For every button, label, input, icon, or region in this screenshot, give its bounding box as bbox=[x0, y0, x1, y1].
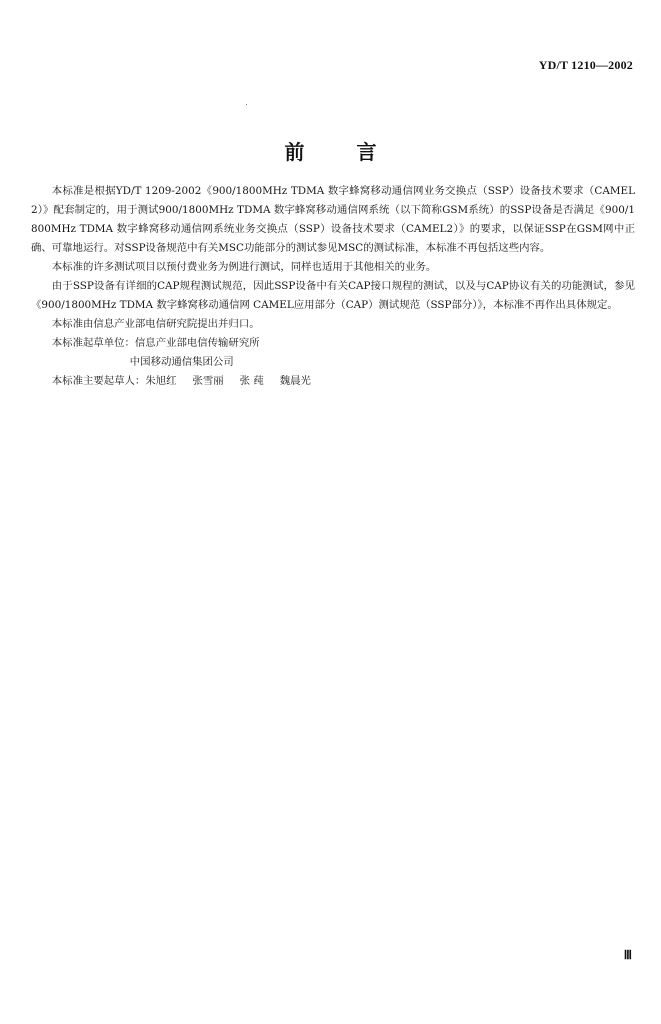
paragraph-2: 本标准的许多测试项目以预付费业务为例进行测试，同样也适用于其他相关的业务。 bbox=[51, 261, 437, 273]
paragraph-4: 本标准由信息产业部电信研究院提出并归口。 bbox=[51, 318, 260, 330]
drafting-units bbox=[31, 334, 635, 372]
title-char-1: 前 bbox=[284, 140, 305, 164]
drafter-name-2: 张雪丽 bbox=[192, 375, 224, 387]
paragraph-3: 由于SSP设备有详细的CAP规程测试规范，因此SSP设备中有关CAP接口规程的测试，以及与CAP协议有关的功能测试，参见《900/1800MHz TDMA 数字蜂窝移动通信网 CAMEL应用部分（CAP）测试规范（SSP部分）》，本标准不再作出具体规定。 bbox=[31, 280, 635, 311]
title-char-2: 言 bbox=[356, 140, 377, 164]
foreword-body bbox=[31, 182, 635, 391]
page-number: Ⅲ bbox=[623, 948, 631, 962]
page-title bbox=[0, 136, 661, 165]
paragraph-1: 本标准是根据YD/T 1209-2002《900/1800MHz TDMA 数字蜂窝移动通信网业务交换点（SSP）设备技术要求（CAMEL2）》配套制定的，用于测试900/1800MHz TDMA 数字蜂窝移动通信网系统（以下简称GSM系统）的SSP设备是否满足《900/1800MHz TDMA 数字蜂窝移动通信网系统业务交换点（SSP）设备技术要求（CAMEL2）》的要求，以保证SSP在GSM网中正确、可靠地运行。对SSP设备规范中有关MSC功能部分的测试参见MSC的测试标准，本标准不再包括这些内容。 bbox=[31, 185, 635, 254]
drafter-name-4: 魏晨光 bbox=[279, 375, 311, 387]
drafting-unit-2: 中国移动通信集团公司 bbox=[129, 356, 234, 368]
speck-mark bbox=[246, 104, 247, 105]
drafting-unit-1: 信息产业部电信传输研究所 bbox=[134, 337, 260, 349]
drafter-name-3: 张 莼 bbox=[239, 375, 264, 387]
standard-code: YD/T 1210—2002 bbox=[538, 58, 633, 72]
drafting-units-label: 本标准起草单位： bbox=[51, 337, 135, 349]
drafters-label: 本标准主要起草人： bbox=[51, 375, 146, 387]
drafter-name-1: 朱旭红 bbox=[145, 375, 177, 387]
drafters bbox=[31, 372, 635, 391]
